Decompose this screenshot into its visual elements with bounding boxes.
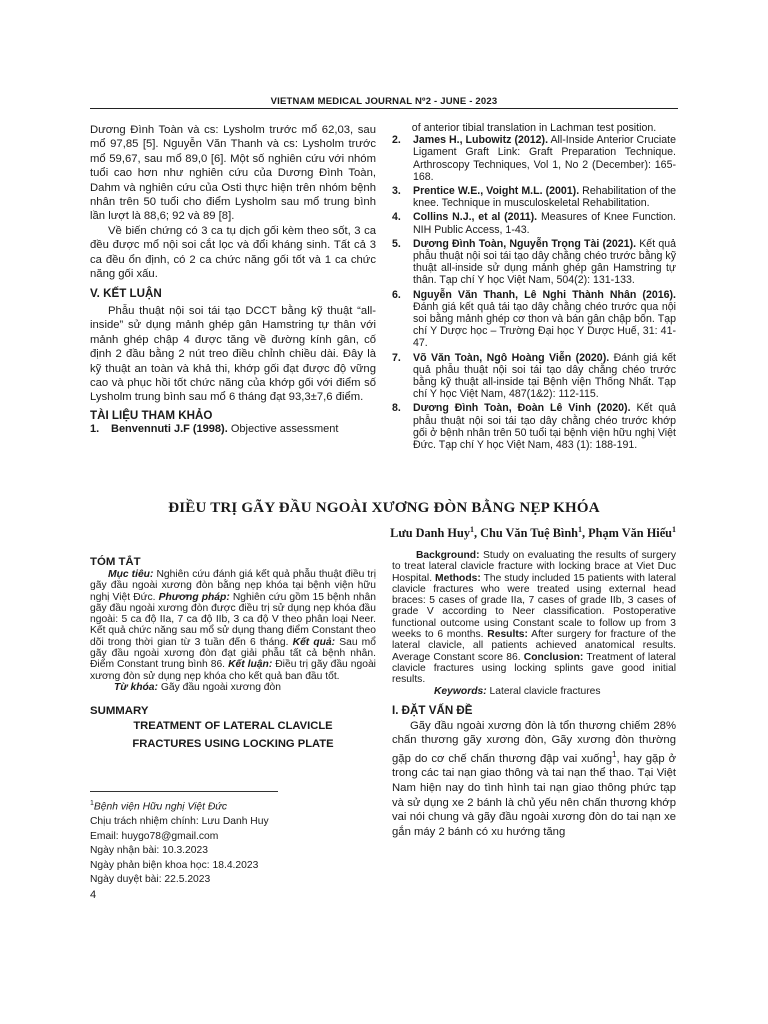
reference-item bbox=[392, 185, 676, 209]
objective-label: Mục tiêu: bbox=[108, 569, 154, 580]
affiliation-footnote-marker: 1 bbox=[90, 800, 94, 807]
reference-author: Collins N.J., et al (2011). bbox=[413, 211, 538, 224]
reference-text: Rehabilitation of the knee. Technique in musculoskeletal Rehabilitation. bbox=[413, 185, 676, 210]
abstract-en-body bbox=[392, 550, 676, 697]
reference-text: Kết quả phẫu thuật nội soi tái tạo dây chằng chéo trước khớp gối ở bệnh nhân trên 50 tuổi tại bệnh viện hữu nghị Việt Đức. Tạp chí Y học Việt Nam, 483 (1): 188-191. bbox=[413, 402, 676, 452]
discussion-paragraph-1: Dương Đình Toàn và cs: Lysholm trước mổ 62,03, sau mổ 97,85 [5]. Nguyễn Văn Thanh và cs: Lysholm trước mổ 59,67, sau mổ 89,0 [6]. Một số nghiên cứu với nhóm tuổi cao hơn như nghiên cứu của Dương Đình Toàn, Dahm và nghiên cứu của Osti thực hiện trên nhóm bệnh nhân trên 50 tuổi cho điểm Lysholm sau mổ trung bình lần lượt là 88,6; 92 và 89 [8]. bbox=[90, 124, 376, 223]
introduction-heading: I. ĐẶT VẤN ĐỀ bbox=[392, 703, 473, 717]
author-name: Lưu Danh Huy bbox=[390, 526, 470, 541]
keywords-label-vi: Từ khóa: bbox=[114, 681, 158, 693]
results-text: After surgery for fracture of the lateral clavicle, all patients achieved anatomical results. Average Constant score 86. bbox=[392, 629, 676, 663]
affiliation-name: Bệnh viện Hữu nghị Việt Đức bbox=[93, 801, 227, 813]
author-name: Chu Văn Tuệ Bình bbox=[480, 526, 579, 541]
left-column-top bbox=[90, 123, 376, 437]
reference-text: Kết quả phẫu thuật nội soi tái tạo dây chằng chéo trước bằng kỹ thuật all-inside sử dụng mảnh ghép gân Hamstring tự thân. Tạp chí Y học Việt Nam, 504(2): 131-133. bbox=[413, 237, 676, 287]
abstract-en-section bbox=[392, 550, 676, 839]
right-column-references bbox=[392, 122, 676, 453]
reference-author: Nguyễn Văn Thanh, Lê Nghi Thành Nhân (2016). bbox=[413, 288, 676, 301]
reference-number: 2. bbox=[392, 134, 401, 147]
keywords-text-vi: Gãy đầu ngoài xương đòn bbox=[160, 681, 281, 693]
received-date: Ngày nhận bài: 10.3.2023 bbox=[90, 845, 208, 857]
footnote-rule bbox=[90, 791, 278, 792]
reference-item bbox=[392, 134, 676, 183]
summary-title-line: TREATMENT OF LATERAL CLAVICLE bbox=[133, 720, 333, 733]
result-label: Kết quả: bbox=[292, 636, 336, 648]
reference-author: Dương Đình Toàn, Nguyễn Trọng Tài (2021). bbox=[413, 237, 637, 250]
method-text: Nghiên cứu gồm 15 bệnh nhân gãy đầu ngoài xương đòn được điều trị sử dụng nẹp khóa đầu ngoài: 5 ca độ IIa, 7 ca độ IIb, 3 ca độ V theo phân loại Neer. Kết quả chức năng sau mổ sử dụng thang điểm Constant theo dõi trong thời gian từ 3 tuần đến 6 tháng. bbox=[90, 591, 376, 648]
responsible-author: Chịu trách nhiệm chính: Lưu Danh Huy bbox=[90, 816, 269, 828]
article-title: ĐIỀU TRỊ GÃY ĐẦU NGOÀI XƯƠNG ĐÒN BẰNG NẸP KHÓA bbox=[168, 500, 600, 516]
reference-number: 5. bbox=[392, 237, 401, 250]
reference-item bbox=[392, 402, 676, 451]
summary-title-line: FRACTURES USING LOCKING PLATE bbox=[132, 738, 334, 751]
reference-number: 8. bbox=[392, 402, 401, 415]
affiliation-marker: 1 bbox=[578, 525, 583, 534]
results-label: Results: bbox=[487, 629, 528, 641]
reference-text: Đánh giá kết quả tái tạo dây chằng chéo trước qua nội soi bằng mảnh ghép cơ thon và bán gân chập bốn. Tạp chí Y Dược học – Trường Đại học Y Dược Huế, 31: 41-47. bbox=[413, 300, 676, 350]
author-line bbox=[390, 525, 676, 541]
abstract-vi-body bbox=[90, 569, 376, 693]
background-label: Background: bbox=[416, 550, 480, 561]
conclusion-en-label: Conclusion: bbox=[523, 651, 584, 663]
conclusion-en-text: Treatment of lateral clavicle fractures using locking splints gave good initial results. bbox=[392, 651, 676, 686]
citation-marker: 1 bbox=[612, 750, 617, 760]
reference-number: 1. bbox=[90, 423, 100, 436]
keywords-text-en: Lateral clavicle fractures bbox=[489, 685, 601, 697]
author-separator: , bbox=[473, 526, 481, 541]
reference-list bbox=[392, 134, 676, 451]
abstract-heading: TÓM TẮT bbox=[90, 556, 141, 568]
reference-author: Prentice W.E., Voight M.L. (2001). bbox=[413, 185, 580, 198]
reference-number: 6. bbox=[392, 288, 401, 301]
reference-text: Measures of Knee Function. NIH Public Access, 1-43. bbox=[413, 211, 676, 236]
reference-item bbox=[392, 211, 676, 235]
conclusion-heading: V. KẾT LUẬN bbox=[90, 287, 162, 301]
accepted-date: Ngày duyệt bài: 22.5.2023 bbox=[90, 874, 211, 886]
reference-number: 3. bbox=[392, 185, 401, 198]
header-rule bbox=[90, 108, 678, 109]
affiliation-marker: 1 bbox=[469, 525, 474, 534]
introduction-body bbox=[392, 719, 676, 840]
methods-label: Methods: bbox=[435, 572, 481, 584]
abstract-vi-section bbox=[90, 556, 376, 753]
journal-header: VIETNAM MEDICAL JOURNAL Nº2 - JUNE - 2023 bbox=[270, 96, 498, 107]
reference-text: Objective assessment bbox=[230, 423, 339, 436]
contact-email: Email: huygo78@gmail.com bbox=[90, 830, 219, 842]
reference-number: 7. bbox=[392, 351, 401, 364]
affiliation-footnote bbox=[90, 797, 269, 815]
reference-number: 4. bbox=[392, 211, 401, 224]
background-text: Study on evaluating the results of surgery to treat lateral clavicle fracture with locking brace at Viet Duc Hospital. bbox=[392, 550, 676, 584]
reference-text: Đánh giá kết quả phẫu thuật nội soi tái tạo dây chằng chéo trước bằng kỹ thuật all-inside tại Bệnh viện Thống Nhất. Tạp chí Y học Việt Nam, 487(1&2): 112-115. bbox=[413, 351, 677, 401]
review-date: Ngày phản biện khoa học: 18.4.2023 bbox=[90, 859, 259, 871]
author-separator: , bbox=[582, 526, 589, 541]
introduction-text: Gãy đầu ngoài xương đòn là tổn thương chiếm 28% chấn thương gãy xương đòn, Gãy xương đòn thường gặp do cơ chế chấn thương đập vai xuống bbox=[392, 719, 676, 765]
reference-text: All-Inside Anterior Cruciate Ligament Graft Link: Graft Preparation Technique. Arthroscopy Techniques, Vol 1, No 2 (December): 165-168. bbox=[413, 134, 677, 183]
reference-item bbox=[392, 238, 676, 287]
objective-text: Nghiên cứu đánh giá kết quả phẫu thuật điều trị gãy đầu ngoài xương đòn bằng nẹp khóa tại bệnh viện hữu nghị Việt Đức. bbox=[90, 569, 376, 603]
conclusion-abstract-text: Điều trị gãy đầu ngoài xương đòn sử dụng nẹp khóa cho kết quả ban đầu tốt. bbox=[90, 659, 376, 682]
method-label: Phương pháp: bbox=[158, 591, 230, 603]
reference-author: Benvennuti J.F (1998). bbox=[111, 423, 228, 436]
reference-item bbox=[392, 352, 676, 401]
footnotes bbox=[90, 797, 269, 888]
summary-title bbox=[90, 717, 376, 753]
reference-item-1 bbox=[90, 423, 376, 435]
reference-1-continuation: of anterior tibial translation in Lachman test position. bbox=[411, 122, 657, 134]
conclusion-label: Kết luận: bbox=[228, 659, 273, 671]
affiliation-marker: 1 bbox=[672, 525, 676, 534]
methods-text: The study included 15 patients with lateral clavicle fractures who were treated using external head braces: 5 cases of grade IIa, 7 cases of grade IIb, 3 cases of grade V according to Neer classification. Postoperative functional outcome using Constant scale to follow up from 3 weeks to 6 months. bbox=[392, 572, 676, 641]
reference-author: Dương Đình Toàn, Đoàn Lê Vinh (2020). bbox=[413, 402, 631, 415]
reference-item bbox=[392, 289, 676, 350]
author-name: Phạm Văn Hiếu bbox=[588, 526, 672, 541]
conclusion-text: Phẫu thuật nội soi tái tạo DCCT bằng kỹ thuật “all-inside” sử dụng mảnh ghép gân Hamstring tự thân với mảnh ghép chập 4 được tăng về đường kính gân, cố định 2 đầu bằng 2 nút treo điều chỉnh chiều dài. Đây là kỹ thuật an toàn và khả thi, khớp gối đạt được độ vững cao và phục hồi tốt chức năng của khớp gối với điểm số Lysholm trung bình sau mổ 6 tháng đạt 93,3±7,6 điểm. bbox=[90, 304, 376, 404]
page-number: 4 bbox=[90, 889, 97, 901]
result-text: Sau mổ gãy đầu ngoài xương đòn đạt giải phẫu tất cả bệnh nhân. Điểm Constant trung bình 86. bbox=[90, 636, 376, 671]
reference-author: Võ Văn Toàn, Ngô Hoàng Viễn (2020). bbox=[413, 351, 610, 364]
references-heading: TÀI LIỆU THAM KHẢO bbox=[90, 408, 213, 422]
introduction-text-continued: , hay gặp ở trong các tai nạn giao thông và tai nạn thể thao. Tại Việt Nam hiện nay do tình hình tai nạn giao thông phức tạp và sử dụng xe 2 bánh là chủ yếu nên chấn thương khớp vai nói chung và gãy đầu ngoài xương đòn do tai nạn xe gắn máy 2 bánh có xu hướng tăng bbox=[392, 752, 676, 838]
reference-author: James H., Lubowitz (2012). bbox=[413, 134, 549, 147]
summary-heading: SUMMARY bbox=[90, 705, 149, 718]
discussion-paragraph-2: Về biến chứng có 3 ca tụ dịch gối kèm theo sốt, 3 ca đều được mổ nội soi cắt lọc và đổi kháng sinh. Tất cả 3 ca đều ổn định, có 2 ca chức năng gối tốt và 1 ca chức năng gối xấu. bbox=[90, 224, 376, 281]
keywords-label-en: Keywords: bbox=[434, 685, 487, 697]
